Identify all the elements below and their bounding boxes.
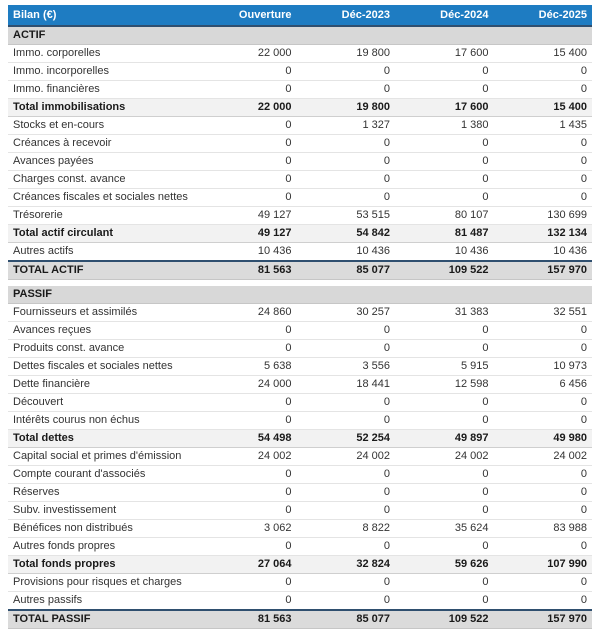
value-cell: 0 (198, 484, 297, 502)
data-row (8, 376, 592, 394)
value-cell: 0 (494, 135, 593, 153)
value-cell: 6 456 (494, 376, 593, 394)
value-cell: 49 897 (395, 430, 494, 448)
row-label-cell: Produits const. avance (8, 340, 198, 358)
row-label-cell: Découvert (8, 394, 198, 412)
value-cell: 132 134 (494, 225, 593, 243)
row-label-cell: Subv. investissement (8, 502, 198, 520)
row-label-cell: Total dettes (8, 430, 198, 448)
data-row (8, 340, 592, 358)
value-cell: 24 860 (198, 304, 297, 322)
value-cell: 0 (395, 81, 494, 99)
value-cell: 49 127 (198, 225, 297, 243)
balance-sheet-table (8, 5, 592, 629)
value-cell: 0 (198, 466, 297, 484)
value-cell: 10 973 (494, 358, 593, 376)
value-cell: 0 (198, 412, 297, 430)
table-body (8, 26, 592, 629)
value-cell: 0 (494, 171, 593, 189)
value-cell: 54 842 (297, 225, 396, 243)
value-cell: 31 383 (395, 304, 494, 322)
value-cell: 109 522 (395, 261, 494, 280)
section-row (8, 26, 592, 45)
subtotal-row (8, 99, 592, 117)
value-cell: 0 (198, 502, 297, 520)
row-label-cell: Autres actifs (8, 243, 198, 262)
value-cell: 0 (297, 171, 396, 189)
column-header-dec-2023: Déc-2023 (297, 5, 396, 26)
value-cell: 0 (494, 340, 593, 358)
value-cell: 0 (297, 394, 396, 412)
value-cell: 0 (297, 502, 396, 520)
data-row (8, 189, 592, 207)
row-label-cell: Autres passifs (8, 592, 198, 611)
row-label-cell: Intérêts courus non échus (8, 412, 198, 430)
value-cell: 0 (494, 592, 593, 611)
value-cell: 0 (395, 135, 494, 153)
value-cell: 157 970 (494, 261, 593, 280)
value-cell: 0 (494, 189, 593, 207)
value-cell: 0 (297, 466, 396, 484)
value-cell: 0 (297, 135, 396, 153)
row-label-cell: Immo. incorporelles (8, 63, 198, 81)
value-cell: 0 (395, 340, 494, 358)
data-row (8, 502, 592, 520)
row-label-cell: Provisions pour risques et charges (8, 574, 198, 592)
data-row (8, 394, 592, 412)
value-cell: 49 127 (198, 207, 297, 225)
value-cell: 8 822 (297, 520, 396, 538)
value-cell: 0 (198, 63, 297, 81)
value-cell: 12 598 (395, 376, 494, 394)
value-cell: 17 600 (395, 45, 494, 63)
subtotal-row (8, 556, 592, 574)
data-row (8, 304, 592, 322)
value-cell: 0 (297, 538, 396, 556)
row-label-cell: Total fonds propres (8, 556, 198, 574)
grandtotal-row (8, 610, 592, 629)
value-cell: 27 064 (198, 556, 297, 574)
value-cell: 0 (198, 538, 297, 556)
data-row (8, 243, 592, 262)
value-cell: 0 (198, 135, 297, 153)
value-cell: 0 (198, 592, 297, 611)
value-cell: 0 (395, 574, 494, 592)
value-cell: 10 436 (297, 243, 396, 262)
value-cell (395, 26, 494, 45)
value-cell: 0 (395, 153, 494, 171)
row-label-cell: Immo. corporelles (8, 45, 198, 63)
row-label-cell: Trésorerie (8, 207, 198, 225)
value-cell: 0 (297, 81, 396, 99)
value-cell: 0 (198, 394, 297, 412)
row-label-cell: Créances fiscales et sociales nettes (8, 189, 198, 207)
data-row (8, 358, 592, 376)
value-cell: 0 (198, 153, 297, 171)
column-header-bilan: Bilan (€) (8, 5, 198, 26)
value-cell: 0 (494, 81, 593, 99)
value-cell: 0 (395, 412, 494, 430)
value-cell: 0 (494, 63, 593, 81)
value-cell: 0 (494, 538, 593, 556)
column-header-dec-2025: Déc-2025 (494, 5, 593, 26)
value-cell: 0 (395, 394, 494, 412)
value-cell: 0 (198, 189, 297, 207)
value-cell: 81 563 (198, 261, 297, 280)
value-cell: 80 107 (395, 207, 494, 225)
data-row (8, 574, 592, 592)
value-cell: 24 000 (198, 376, 297, 394)
value-cell: 49 980 (494, 430, 593, 448)
value-cell: 24 002 (395, 448, 494, 466)
value-cell: 15 400 (494, 45, 593, 63)
subtotal-row (8, 430, 592, 448)
row-label-cell: Compte courant d'associés (8, 466, 198, 484)
data-row (8, 81, 592, 99)
data-row (8, 412, 592, 430)
value-cell: 0 (297, 574, 396, 592)
value-cell: 0 (297, 153, 396, 171)
value-cell: 0 (395, 538, 494, 556)
row-label-cell: Charges const. avance (8, 171, 198, 189)
row-label-cell: TOTAL PASSIF (8, 610, 198, 629)
value-cell: 0 (297, 592, 396, 611)
value-cell: 157 970 (494, 610, 593, 629)
value-cell: 3 556 (297, 358, 396, 376)
value-cell: 0 (198, 117, 297, 135)
data-row (8, 207, 592, 225)
value-cell: 0 (198, 340, 297, 358)
value-cell: 0 (395, 171, 494, 189)
value-cell: 24 002 (297, 448, 396, 466)
value-cell: 85 077 (297, 610, 396, 629)
data-row (8, 45, 592, 63)
value-cell: 3 062 (198, 520, 297, 538)
data-row (8, 592, 592, 611)
value-cell: 22 000 (198, 99, 297, 117)
value-cell: 0 (198, 81, 297, 99)
value-cell: 83 988 (494, 520, 593, 538)
value-cell: 15 400 (494, 99, 593, 117)
row-label-cell: PASSIF (8, 286, 198, 304)
value-cell: 0 (395, 484, 494, 502)
row-label-cell: Total actif circulant (8, 225, 198, 243)
value-cell: 5 915 (395, 358, 494, 376)
row-label-cell: Immo. financières (8, 81, 198, 99)
data-row (8, 322, 592, 340)
value-cell: 0 (494, 394, 593, 412)
value-cell: 0 (297, 63, 396, 81)
value-cell: 0 (198, 574, 297, 592)
row-label-cell: Réserves (8, 484, 198, 502)
value-cell (395, 286, 494, 304)
row-label-cell: Bénéfices non distribués (8, 520, 198, 538)
value-cell: 32 824 (297, 556, 396, 574)
value-cell: 0 (198, 171, 297, 189)
value-cell: 22 000 (198, 45, 297, 63)
value-cell: 0 (395, 63, 494, 81)
column-header-ouverture: Ouverture (198, 5, 297, 26)
value-cell: 18 441 (297, 376, 396, 394)
data-row (8, 520, 592, 538)
value-cell: 17 600 (395, 99, 494, 117)
section-row (8, 286, 592, 304)
value-cell: 0 (494, 484, 593, 502)
value-cell: 85 077 (297, 261, 396, 280)
data-row (8, 153, 592, 171)
value-cell: 32 551 (494, 304, 593, 322)
value-cell: 1 435 (494, 117, 593, 135)
value-cell: 1 380 (395, 117, 494, 135)
row-label-cell: Autres fonds propres (8, 538, 198, 556)
row-label-cell: Capital social et primes d'émission (8, 448, 198, 466)
row-label-cell: ACTIF (8, 26, 198, 45)
data-row (8, 63, 592, 81)
value-cell: 52 254 (297, 430, 396, 448)
row-label-cell: Avances reçues (8, 322, 198, 340)
value-cell: 59 626 (395, 556, 494, 574)
column-header-dec-2024: Déc-2024 (395, 5, 494, 26)
row-label-cell: Dette financière (8, 376, 198, 394)
table-header (8, 5, 592, 26)
subtotal-row (8, 225, 592, 243)
value-cell: 54 498 (198, 430, 297, 448)
row-label-cell: Créances à recevoir (8, 135, 198, 153)
value-cell: 19 800 (297, 99, 396, 117)
value-cell: 24 002 (198, 448, 297, 466)
value-cell: 0 (297, 484, 396, 502)
data-row (8, 117, 592, 135)
value-cell: 0 (297, 412, 396, 430)
value-cell (198, 26, 297, 45)
value-cell: 0 (395, 466, 494, 484)
value-cell: 0 (297, 340, 396, 358)
value-cell (494, 286, 593, 304)
row-label-cell: Total immobilisations (8, 99, 198, 117)
value-cell: 0 (494, 412, 593, 430)
value-cell: 0 (494, 153, 593, 171)
value-cell: 53 515 (297, 207, 396, 225)
value-cell: 109 522 (395, 610, 494, 629)
value-cell: 0 (395, 592, 494, 611)
value-cell: 107 990 (494, 556, 593, 574)
value-cell: 0 (494, 322, 593, 340)
data-row (8, 171, 592, 189)
value-cell: 0 (395, 189, 494, 207)
value-cell: 130 699 (494, 207, 593, 225)
value-cell (494, 26, 593, 45)
value-cell: 0 (198, 322, 297, 340)
value-cell: 1 327 (297, 117, 396, 135)
value-cell: 0 (494, 502, 593, 520)
value-cell: 81 487 (395, 225, 494, 243)
value-cell: 5 638 (198, 358, 297, 376)
data-row (8, 135, 592, 153)
value-cell: 10 436 (198, 243, 297, 262)
row-label-cell: Stocks et en-cours (8, 117, 198, 135)
value-cell: 0 (494, 466, 593, 484)
value-cell: 0 (297, 189, 396, 207)
value-cell (198, 286, 297, 304)
grandtotal-row (8, 261, 592, 280)
value-cell: 30 257 (297, 304, 396, 322)
row-label-cell: Fournisseurs et assimilés (8, 304, 198, 322)
data-row (8, 466, 592, 484)
value-cell: 0 (297, 322, 396, 340)
row-label-cell: Avances payées (8, 153, 198, 171)
value-cell: 0 (395, 322, 494, 340)
value-cell: 19 800 (297, 45, 396, 63)
data-row (8, 484, 592, 502)
value-cell (297, 26, 396, 45)
value-cell: 81 563 (198, 610, 297, 629)
value-cell: 0 (395, 502, 494, 520)
row-label-cell: Dettes fiscales et sociales nettes (8, 358, 198, 376)
value-cell: 10 436 (395, 243, 494, 262)
value-cell (297, 286, 396, 304)
data-row (8, 448, 592, 466)
data-row (8, 538, 592, 556)
header-row (8, 5, 592, 26)
value-cell: 35 624 (395, 520, 494, 538)
value-cell: 0 (494, 574, 593, 592)
value-cell: 24 002 (494, 448, 593, 466)
value-cell: 10 436 (494, 243, 593, 262)
row-label-cell: TOTAL ACTIF (8, 261, 198, 280)
